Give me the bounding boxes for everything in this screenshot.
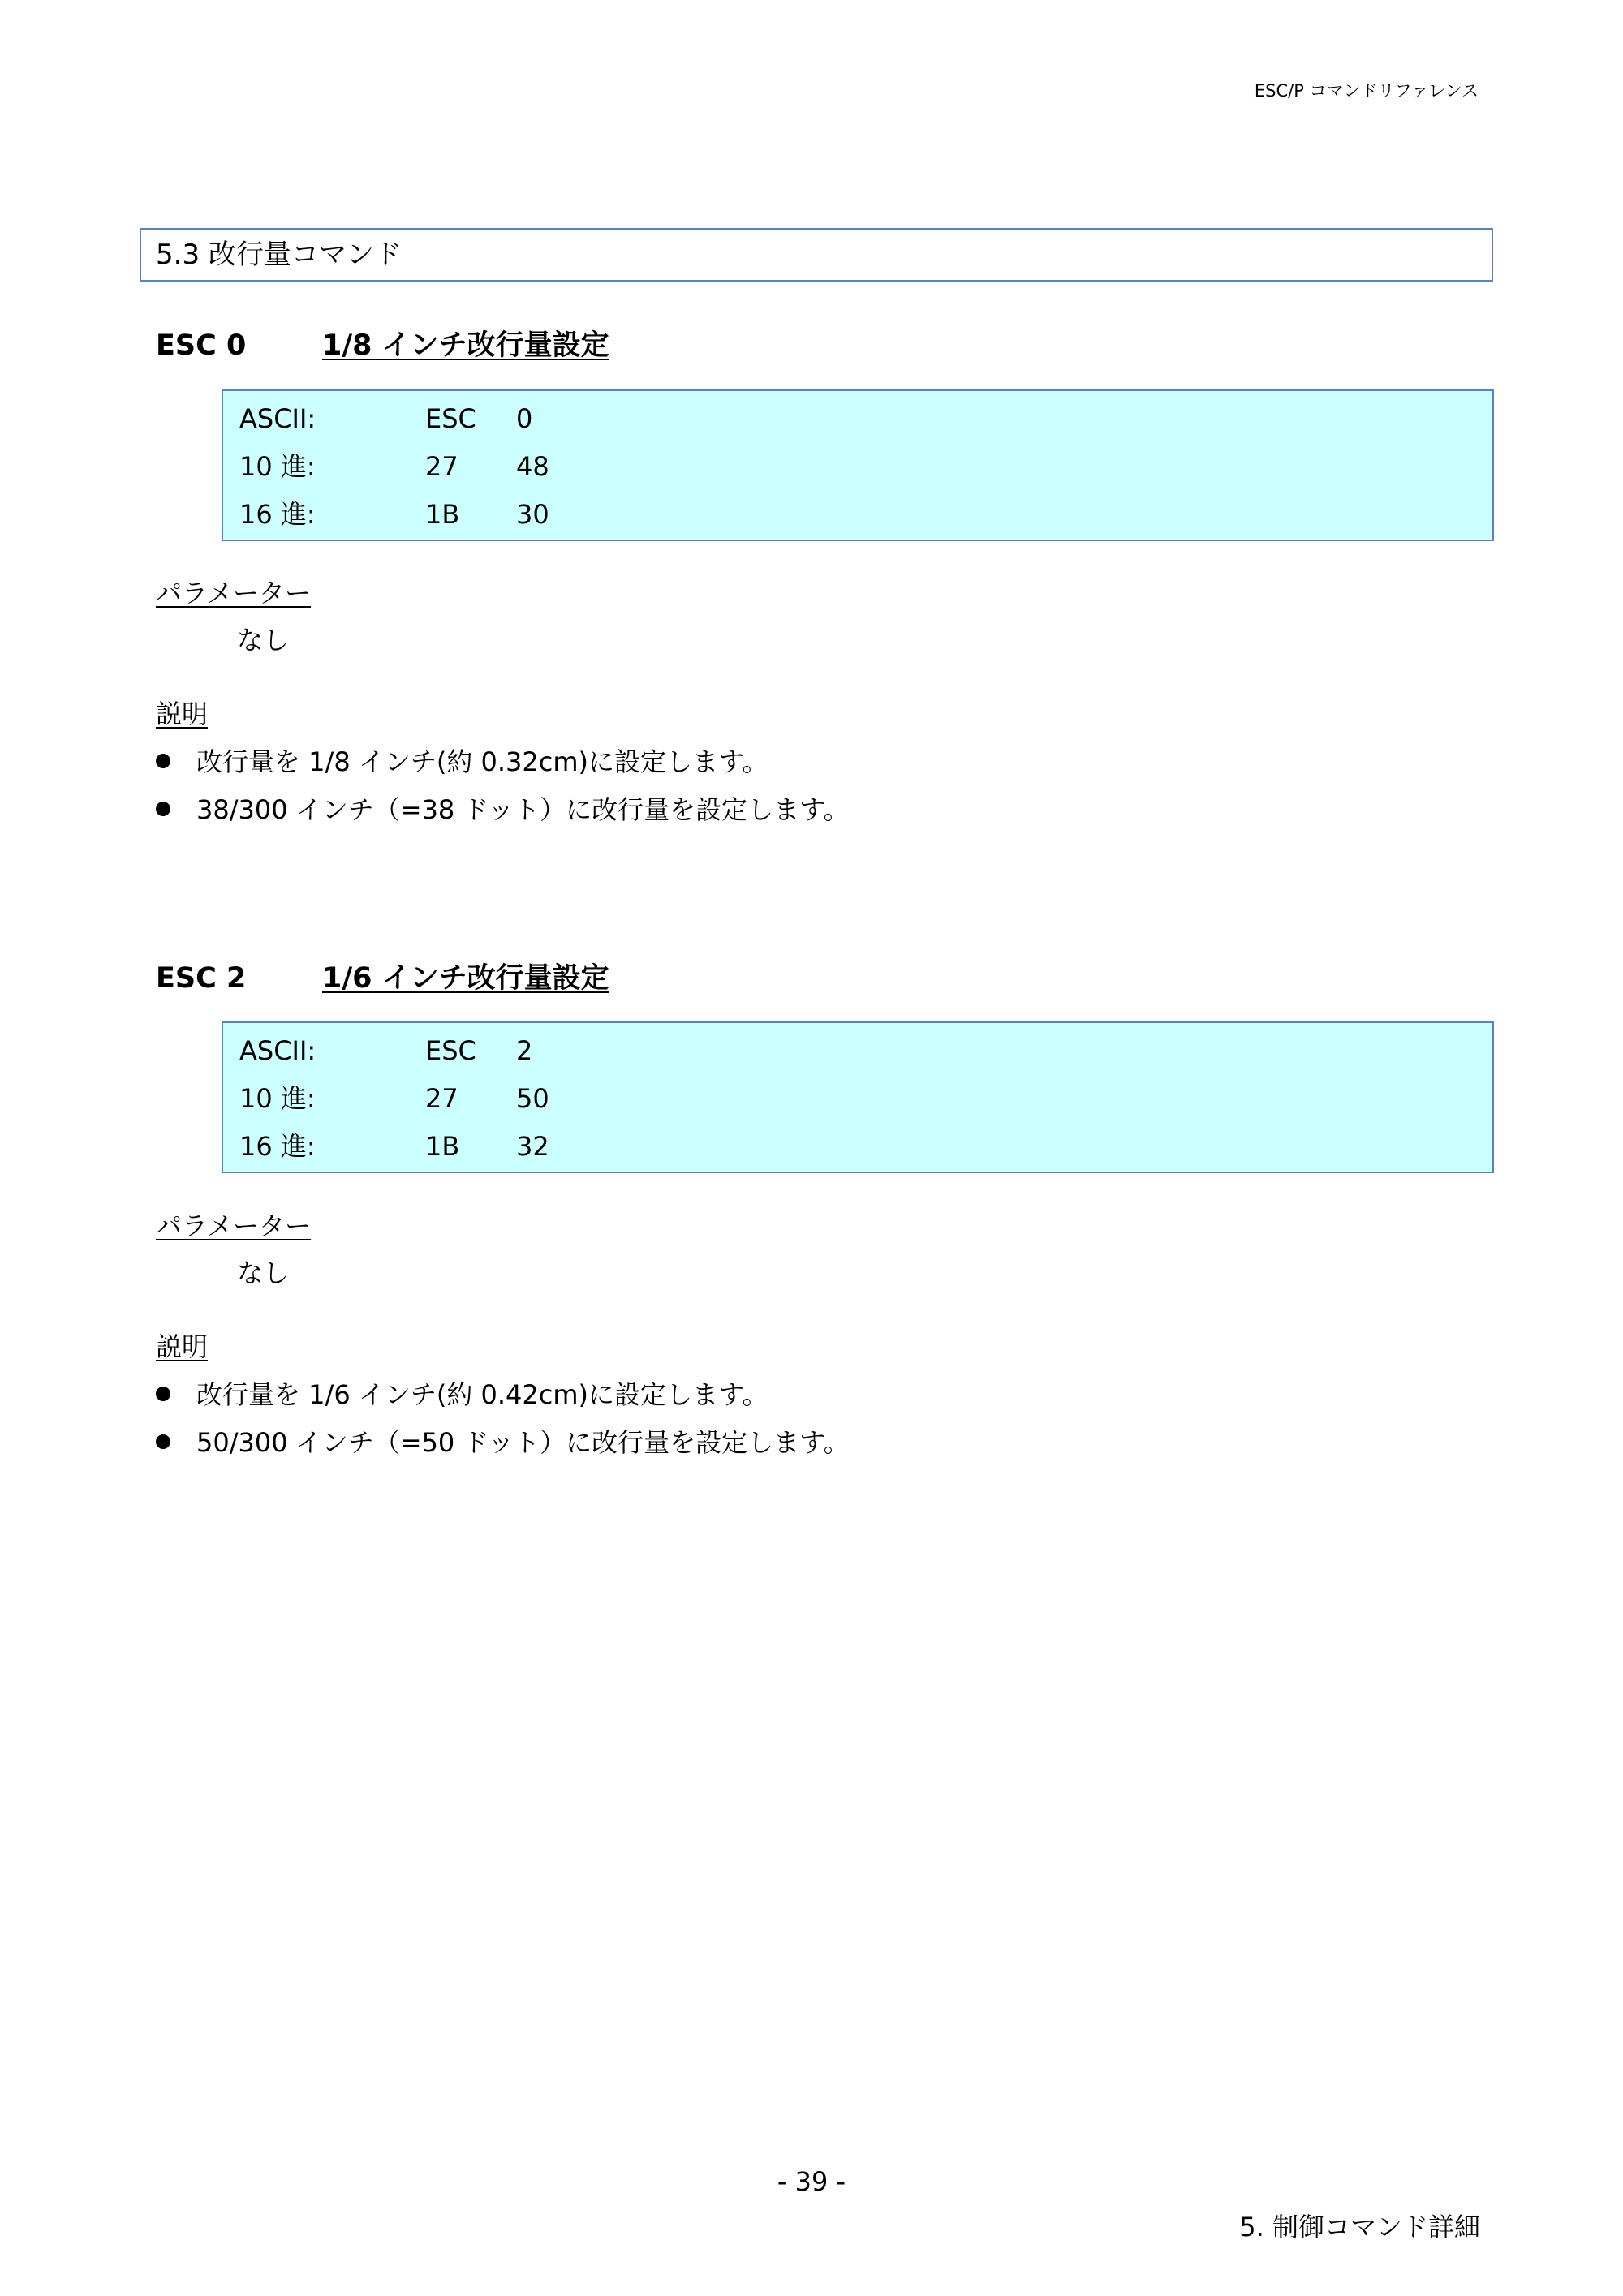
code-row-hex (239, 490, 549, 539)
description-heading: 説明 (156, 1331, 209, 1362)
code-value: 27 (425, 451, 458, 482)
code-table-esc-2 (222, 1021, 1494, 1173)
running-header: ESC/P コマンドリファレンス (1254, 81, 1479, 101)
code-value: 50 (516, 1083, 549, 1114)
code-row-ascii (239, 394, 532, 443)
code-label: 10 進: (239, 1083, 316, 1114)
code-value: 2 (516, 1035, 533, 1066)
code-row-ascii (239, 1026, 532, 1075)
parameter-heading: パラメーター (156, 1210, 312, 1241)
code-label: ASCII: (239, 1035, 316, 1066)
description-item: 改行量を 1/6 インチ(約 0.42cm)に設定します。 (156, 1374, 768, 1412)
code-row-decimal (239, 442, 549, 491)
code-value: 32 (516, 1131, 549, 1162)
description-item: 50/300 インチ（=50 ドット）に改行量を設定します。 (156, 1422, 850, 1460)
code-row-decimal (239, 1074, 549, 1123)
bullet-icon (156, 1387, 170, 1401)
page-number: - 39 - (777, 2166, 846, 2197)
command-code: ESC 2 (156, 962, 247, 995)
description-item: 38/300 インチ（=38 ドット）に改行量を設定します。 (156, 789, 850, 827)
section-title: 5.3 改行量コマンド (140, 228, 1493, 282)
code-row-hex (239, 1122, 549, 1171)
bullet-icon (156, 1434, 170, 1449)
code-label: 16 進: (239, 499, 316, 530)
description-heading: 説明 (156, 699, 209, 729)
description-item: 改行量を 1/8 インチ(約 0.32cm)に設定します。 (156, 742, 768, 779)
code-label: ASCII: (239, 403, 316, 434)
command-title: 1/6 インチ改行量設定 (322, 962, 609, 995)
command-heading-esc-0 (156, 323, 609, 363)
code-value: 30 (516, 499, 549, 530)
parameter-value: なし (237, 625, 290, 656)
footer-chapter: 5. 制御コマンド詳細 (1239, 2212, 1480, 2242)
code-value: 27 (425, 1083, 458, 1114)
command-code: ESC 0 (156, 329, 247, 362)
code-value: 1B (425, 499, 460, 530)
bullet-icon (156, 802, 170, 816)
code-value: 0 (516, 403, 533, 434)
code-table-esc-0 (222, 389, 1494, 541)
code-value: 48 (516, 451, 549, 482)
code-label: 10 進: (239, 451, 316, 482)
code-label: 16 進: (239, 1131, 316, 1162)
code-value: ESC (425, 403, 476, 434)
parameter-heading: パラメーター (156, 578, 312, 608)
code-value: ESC (425, 1035, 476, 1066)
code-value: 1B (425, 1131, 460, 1162)
bullet-icon (156, 754, 170, 768)
parameter-value: なし (237, 1258, 290, 1288)
command-heading-esc-2 (156, 956, 609, 996)
command-title: 1/8 インチ改行量設定 (322, 329, 609, 362)
